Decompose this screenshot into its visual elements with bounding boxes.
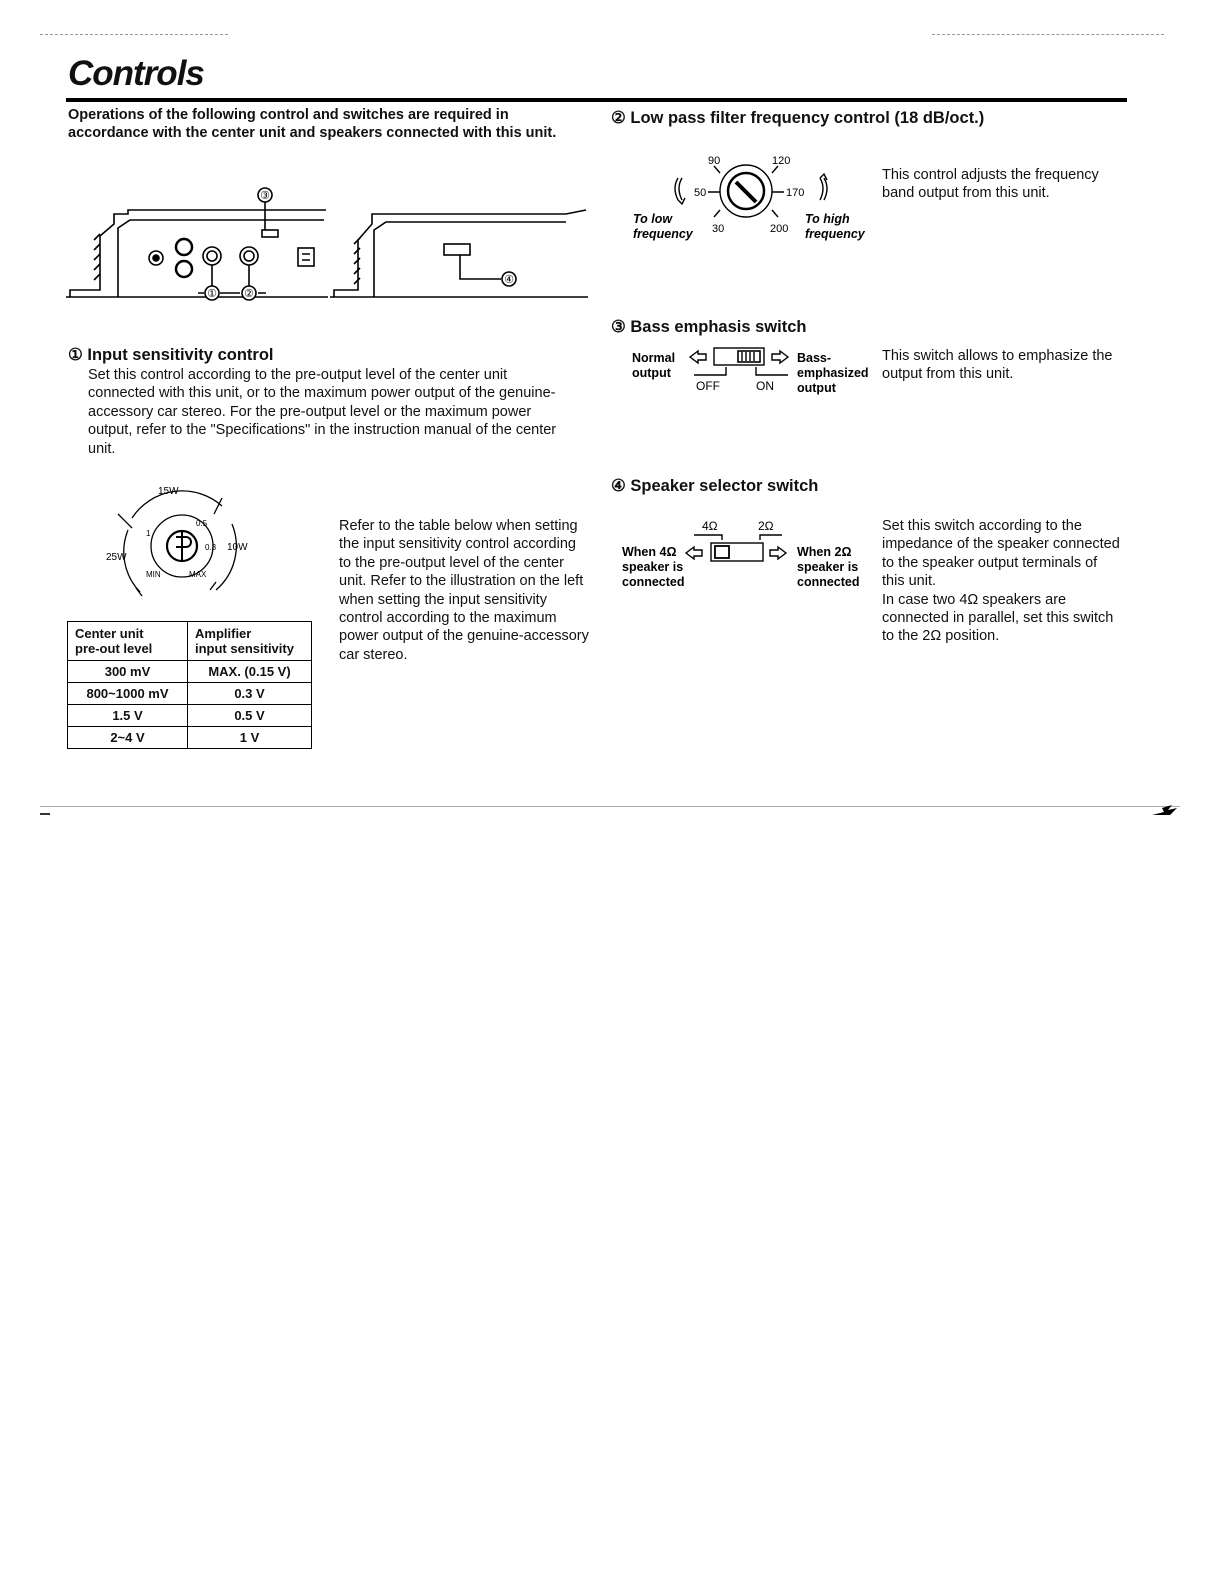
table-header-cell bbox=[188, 622, 312, 661]
to-low-label-2: frequency bbox=[633, 227, 693, 241]
amplifier-panel-diagram bbox=[66, 180, 588, 305]
table-cell: 800~1000 mV bbox=[68, 683, 188, 705]
callout-3: ③ bbox=[260, 190, 270, 202]
right-label-3: connected bbox=[797, 575, 860, 589]
bottom-mark bbox=[40, 813, 50, 815]
bass-emphasis-switch-diagram bbox=[628, 343, 878, 398]
dial-label-15w: 15W bbox=[158, 486, 179, 497]
right-label-2: speaker is bbox=[797, 560, 859, 574]
dial-label-03: 0.3 bbox=[205, 543, 217, 552]
title-rule bbox=[66, 98, 1127, 102]
bass-label-3: output bbox=[797, 381, 836, 395]
table-cell: 0.3 V bbox=[188, 683, 312, 705]
corner-mark-icon bbox=[1150, 802, 1180, 818]
freq-30: 30 bbox=[712, 223, 725, 235]
left-label-1: When 4Ω bbox=[622, 545, 677, 559]
freq-90: 90 bbox=[708, 155, 721, 167]
to-high-label-2: frequency bbox=[805, 227, 865, 241]
top-right-dash bbox=[932, 34, 1164, 35]
ohm-2-label: 2Ω bbox=[758, 519, 774, 533]
low-pass-dial bbox=[628, 150, 878, 245]
freq-50: 50 bbox=[694, 187, 707, 199]
low-pass-heading: ② Low pass filter frequency control (18 dB/oct.) bbox=[611, 109, 985, 127]
callout-2: ② bbox=[244, 288, 254, 300]
bass-label-2: emphasized bbox=[797, 366, 869, 380]
dial-label-10w: 10W bbox=[227, 542, 248, 553]
input-sensitivity-heading: ① Input sensitivity control bbox=[68, 346, 274, 364]
bottom-rule bbox=[40, 806, 1180, 807]
left-label-2: speaker is bbox=[622, 560, 684, 574]
table-row bbox=[68, 661, 312, 683]
low-pass-text: This control adjusts the frequency band output from this unit. bbox=[882, 167, 1099, 202]
bass-label-1: Bass- bbox=[797, 351, 832, 365]
header-line: pre-out level bbox=[75, 641, 153, 656]
table-cell: 0.5 V bbox=[188, 705, 312, 727]
table-header-cell bbox=[68, 622, 188, 661]
freq-120: 120 bbox=[772, 155, 791, 167]
speaker-selector-switch-diagram bbox=[620, 515, 875, 595]
dial-label-max: MAX bbox=[189, 570, 207, 579]
callout-4: ④ bbox=[504, 274, 514, 286]
to-high-label-1: To high bbox=[805, 212, 850, 226]
bass-emphasis-text: This switch allows to emphasize the output from this unit. bbox=[882, 348, 1113, 383]
left-label-3: connected bbox=[622, 575, 685, 589]
bass-emphasis-heading: ③ Bass emphasis switch bbox=[611, 318, 807, 336]
table-cell: MAX. (0.15 V) bbox=[188, 661, 312, 683]
off-label: OFF bbox=[696, 379, 720, 393]
right-label-1: When 2Ω bbox=[797, 545, 852, 559]
header-line: Center unit bbox=[75, 626, 144, 641]
top-left-dash bbox=[40, 34, 228, 35]
table-row bbox=[68, 683, 312, 705]
freq-200: 200 bbox=[770, 223, 789, 235]
sensitivity-table bbox=[67, 621, 312, 749]
dial-label-05: 0.5 bbox=[196, 519, 208, 528]
callout-1: ① bbox=[207, 288, 217, 300]
dial-label-1: 1 bbox=[146, 529, 151, 538]
dial-label-25w: 25W bbox=[106, 552, 127, 563]
input-sensitivity-note: Refer to the table below when setting the input sensitivity control according to the pre-output level of the center unit. Refer to the illustration on the left when setting the input sensitivity control according to the maximum power output of the genuine-accessory car stereo. bbox=[339, 518, 589, 663]
table-cell: 300 mV bbox=[68, 661, 188, 683]
speaker-selector-heading: ④ Speaker selector switch bbox=[611, 477, 819, 495]
dial-label-min: MIN bbox=[146, 570, 161, 579]
table-row bbox=[68, 727, 312, 749]
normal-label-2: output bbox=[632, 366, 671, 380]
on-label: ON bbox=[756, 379, 774, 393]
page-title: Controls bbox=[68, 54, 204, 93]
speaker-selector-text: Set this switch according to the impedance of the speaker connected to the speaker output terminals of this unit. In case two 4Ω speakers are connected in parallel, set this switch to the 2Ω position. bbox=[882, 518, 1120, 645]
normal-label-1: Normal bbox=[632, 351, 676, 365]
header-line: input sensitivity bbox=[195, 641, 294, 656]
table-header-row bbox=[68, 622, 312, 661]
table-row bbox=[68, 705, 312, 727]
ohm-4-label: 4Ω bbox=[702, 519, 718, 533]
intro-text: Operations of the following control and switches are required in accordance with the center unit and speakers connected with this unit. bbox=[68, 107, 557, 141]
table-cell: 2~4 V bbox=[68, 727, 188, 749]
freq-170: 170 bbox=[786, 187, 805, 199]
input-sensitivity-dial bbox=[100, 480, 260, 605]
table-cell: 1 V bbox=[188, 727, 312, 749]
input-sensitivity-text: Set this control according to the pre-output level of the center unit connected with this unit, or to the maximum power output of the genuine-accessory car stereo. For the pre-output level or the maximum power output, refer to the "Specifications" in the instruction manual of the center unit. bbox=[88, 367, 557, 457]
to-low-label-1: To low bbox=[633, 212, 673, 226]
table-cell: 1.5 V bbox=[68, 705, 188, 727]
header-line: Amplifier bbox=[195, 626, 252, 641]
